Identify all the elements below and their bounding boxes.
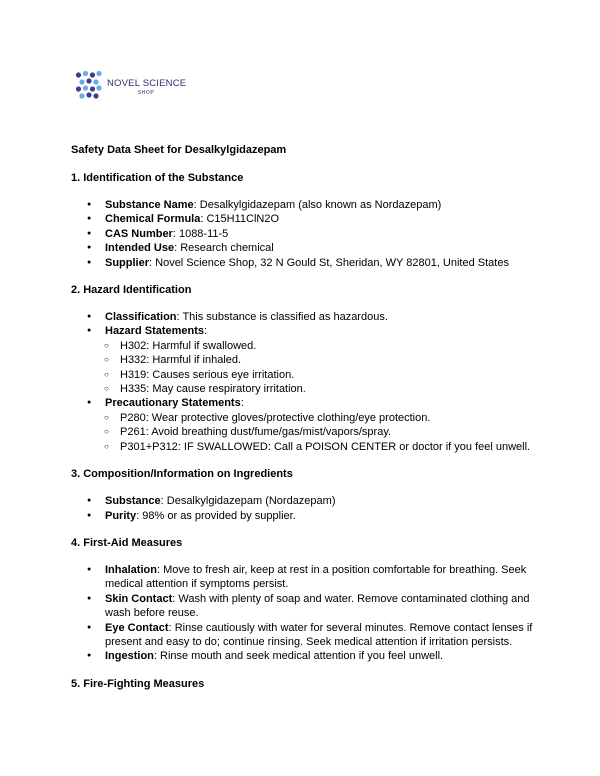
brand-name: NOVEL SCIENCE <box>107 78 187 89</box>
item-label: Inhalation <box>105 563 157 576</box>
item-text: : C15H11ClN2O <box>200 213 280 226</box>
item-label: Ingestion <box>105 650 154 663</box>
list-item <box>105 227 541 241</box>
sub-list-item: ○ H332: Harmful if inhaled. <box>120 353 541 367</box>
hazard-statements-list <box>105 339 541 397</box>
section-1-list <box>71 198 541 270</box>
item-text: : 98% or as provided by supplier. <box>136 509 296 522</box>
item-label: Chemical Formula <box>105 213 201 226</box>
list-item <box>105 509 541 523</box>
item-text: : Rinse mouth and seek medical attention if you feel unwell. <box>153 650 444 663</box>
item-label: Supplier <box>105 256 150 269</box>
brand-subtitle: SHOP <box>137 90 155 96</box>
document-title: Safety Data Sheet for Desalkylgidazepam <box>71 144 287 156</box>
section-3-list <box>71 494 541 523</box>
list-item <box>105 324 541 396</box>
sub-list-item: ○ H302: Harmful if swallowed. <box>120 339 541 353</box>
item-label: Precautionary Statements <box>105 397 241 410</box>
item-text: : Novel Science Shop, 32 N Gould St, Sheridan, WY 82801, United States <box>149 256 509 269</box>
item-text: : Research chemical <box>174 242 274 255</box>
section-2-list <box>71 310 541 454</box>
item-text: : Desalkylgidazepam (Nordazepam) <box>160 495 336 508</box>
list-item <box>105 649 541 663</box>
list-item <box>105 241 541 255</box>
sub-list-item: ○ P261: Avoid breathing dust/fume/gas/mist/vapors/spray. <box>120 425 541 439</box>
item-label: Intended Use <box>105 242 175 255</box>
sub-list-item: ○ H335: May cause respiratory irritation. <box>120 382 541 396</box>
item-label: Skin Contact <box>105 592 173 605</box>
list-item <box>105 592 541 621</box>
section-5-title: 5. Fire-Fighting Measures <box>71 677 205 690</box>
section-4-list <box>71 563 541 664</box>
document-body <box>71 143 541 704</box>
sub-list-item: ○ H319: Causes serious eye irritation. <box>120 368 541 382</box>
list-item <box>105 396 541 454</box>
list-item <box>105 198 541 212</box>
item-text: : Wash with plenty of soap and water. Remove contaminated clothing and wash before reuse. <box>105 592 530 620</box>
list-item <box>105 621 541 650</box>
item-label: Substance Name <box>105 199 194 211</box>
section-2-title: 2. Hazard Identification <box>71 284 192 297</box>
list-item <box>105 563 541 592</box>
section-3-title: 3. Composition/Information on Ingredients <box>71 468 293 481</box>
item-text: : Desalkylgidazepam (also known as Nordazepam) <box>193 199 442 211</box>
sub-list-item: ○ P280: Wear protective gloves/protective clothing/eye protection. <box>120 411 541 425</box>
item-text: : Rinse cautiously with water for several minutes. Remove contact lenses if present and easy to do; continue rinsing. Seek medical attention if irritation persists. <box>105 621 533 648</box>
molecule-logo-icon <box>75 70 105 100</box>
precautionary-statements-list <box>105 411 541 454</box>
list-item <box>105 212 541 226</box>
list-item <box>105 494 541 508</box>
section-1-title: 1. Identification of the Substance <box>71 172 244 184</box>
item-label: Classification <box>105 311 177 324</box>
list-item <box>105 310 541 324</box>
item-text: : This substance is classified as hazardous. <box>176 311 388 324</box>
item-label: Hazard Statements <box>105 325 205 338</box>
item-text: : <box>204 325 208 338</box>
sub-list-item: ○ P301+P312: IF SWALLOWED: Call a POISON CENTER or doctor if you feel unwell. <box>120 440 541 454</box>
item-text: : 1088-11-5 <box>172 227 229 240</box>
list-item <box>105 256 541 270</box>
item-text: : Move to fresh air, keep at rest in a position comfortable for breathing. Seek medical attention if symptoms persist. <box>105 563 527 591</box>
item-label: Purity <box>105 509 137 522</box>
item-label: Substance <box>105 495 161 508</box>
item-label: Eye Contact <box>105 621 169 634</box>
brand-logo <box>75 70 195 104</box>
item-label: CAS Number <box>105 227 173 240</box>
item-text: : <box>240 397 244 410</box>
section-4-title: 4. First-Aid Measures <box>71 536 183 549</box>
